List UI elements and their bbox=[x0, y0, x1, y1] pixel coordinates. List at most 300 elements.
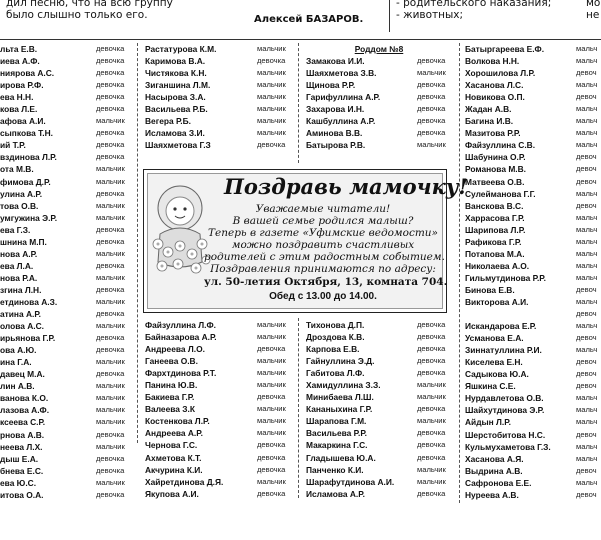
baby-gender: девочка bbox=[96, 453, 125, 463]
baby-gender: мальч bbox=[576, 140, 598, 150]
list-item bbox=[0, 356, 134, 368]
ad-line-3: Теперь в газете «Уфимские ведомости» bbox=[208, 227, 438, 239]
person-name: нова Р.А. bbox=[0, 272, 38, 283]
baby-gender: мальчик bbox=[417, 416, 446, 426]
baby-gender: мальчик bbox=[257, 380, 286, 390]
person-name: Шабунина О.Р. bbox=[465, 152, 526, 163]
list-item bbox=[465, 477, 601, 489]
baby-gender: девочка bbox=[96, 465, 125, 475]
ad-title: Поздравь мамочку! bbox=[224, 174, 468, 199]
list-item bbox=[465, 272, 601, 284]
person-name: ванова К.О. bbox=[0, 393, 49, 404]
list-item bbox=[306, 403, 452, 415]
list-item bbox=[0, 272, 134, 284]
person-name: Айдын Л.Р. bbox=[465, 417, 511, 428]
person-name: сыпкова Т.Н. bbox=[0, 128, 53, 139]
column-divider-2-top bbox=[298, 43, 299, 163]
baby-gender: мальчик bbox=[96, 200, 125, 210]
person-name: Кашбуллина А.Р. bbox=[306, 116, 376, 127]
baby-gender: мальчик bbox=[96, 296, 125, 306]
person-name: Васильева Р.Б. bbox=[145, 104, 208, 115]
person-name: Викторова А.И. bbox=[465, 296, 529, 307]
baby-gender: мальчик bbox=[257, 116, 286, 126]
baby-gender: девоч bbox=[576, 381, 597, 391]
baby-gender: мальч bbox=[576, 345, 598, 355]
baby-gender: девочка bbox=[96, 92, 125, 102]
list-item bbox=[306, 488, 452, 500]
ad-address: ул. 50-летия Октября, 13, комната 704. bbox=[204, 276, 448, 288]
list-item bbox=[465, 260, 601, 272]
person-name: Садыкова Ю.А. bbox=[465, 369, 529, 380]
list-item bbox=[0, 91, 134, 103]
list-item bbox=[465, 284, 601, 296]
list-item bbox=[306, 427, 452, 439]
baby-gender: девоч bbox=[576, 357, 597, 367]
baby-gender: мальч bbox=[576, 44, 598, 53]
person-name: Зиганшина Л.М. bbox=[145, 80, 211, 91]
baby-gender: мальчик bbox=[257, 80, 286, 90]
article-bullet-1: - родительского наказания; bbox=[396, 0, 552, 9]
list-item bbox=[0, 368, 134, 380]
person-name: Растатурова К.М. bbox=[145, 44, 217, 54]
baby-gender: мальчик bbox=[96, 164, 125, 174]
list-item bbox=[145, 331, 295, 343]
person-name: Бакиева Г.Р. bbox=[145, 392, 195, 403]
baby-gender: девоч bbox=[576, 176, 597, 186]
list-item bbox=[145, 427, 295, 439]
baby-gender: девочка bbox=[96, 140, 125, 150]
list-item bbox=[145, 67, 295, 79]
list-item bbox=[465, 320, 601, 332]
person-name: Карпова Е.В. bbox=[306, 344, 360, 355]
baby-gender: мальчик bbox=[96, 393, 125, 403]
person-name: Волкова Н.Н. bbox=[465, 56, 520, 67]
person-name: Замакова И.И. bbox=[306, 56, 365, 66]
baby-gender: девоч bbox=[576, 68, 597, 78]
list-item bbox=[0, 200, 134, 212]
person-name: иева А.Ф. bbox=[0, 56, 40, 67]
person-name: Кульмухаметова Г.З. bbox=[465, 441, 551, 452]
list-item bbox=[306, 355, 452, 367]
list-item bbox=[0, 465, 134, 477]
baby-gender: девоч bbox=[576, 92, 597, 102]
list-item bbox=[145, 319, 295, 331]
column-divider-2-bottom bbox=[298, 318, 299, 498]
person-name: ниярова А.С. bbox=[0, 68, 55, 79]
person-name: Сулейманова Г.Г. bbox=[465, 188, 536, 199]
ad-hours: Обед с 13.00 до 14.00. bbox=[269, 291, 377, 302]
person-name: Каримова В.А. bbox=[145, 56, 206, 67]
person-name: Якупова А.И. bbox=[145, 488, 199, 499]
baby-gender: мальчик bbox=[257, 368, 286, 378]
baby-gender: девоч bbox=[576, 489, 597, 499]
births-list-column-4 bbox=[465, 43, 601, 501]
list-item bbox=[465, 380, 601, 392]
person-name: нова А.Р. bbox=[0, 248, 38, 259]
baby-gender: девочка bbox=[417, 368, 446, 378]
list-item bbox=[306, 79, 452, 91]
person-name: ина Г.А. bbox=[0, 357, 32, 368]
person-name: Ганеева О.В. bbox=[145, 356, 198, 367]
baby-gender: мальчик bbox=[257, 476, 286, 486]
person-name: неева Л.Х. bbox=[0, 441, 43, 452]
person-name: Щинова Р.Р. bbox=[306, 80, 356, 91]
person-name: ова А.Ю. bbox=[0, 345, 37, 356]
list-item bbox=[465, 332, 601, 344]
list-item bbox=[145, 415, 295, 427]
baby-gender: девочка bbox=[96, 489, 125, 499]
baby-gender: девочка bbox=[417, 116, 446, 126]
section-rule bbox=[0, 39, 601, 40]
person-name: Аминова В.В. bbox=[306, 128, 363, 139]
article-bullet-2: - животных; bbox=[396, 9, 464, 21]
person-name: Андреева А.Р. bbox=[145, 428, 203, 439]
person-name: Валеева З.К bbox=[145, 404, 195, 415]
list-item bbox=[465, 103, 601, 115]
list-item bbox=[465, 139, 601, 151]
person-name: Акчурина К.И. bbox=[145, 464, 203, 475]
person-name: афова А.И. bbox=[0, 116, 46, 127]
baby-gender: мальчик bbox=[96, 357, 125, 367]
list-item bbox=[465, 368, 601, 380]
list-item bbox=[306, 319, 452, 331]
list-item bbox=[145, 391, 295, 403]
baby-gender: мальчик bbox=[257, 92, 286, 102]
baby-gender: девоч bbox=[576, 200, 597, 210]
baby-gender: девочка bbox=[96, 345, 125, 355]
person-name: давец М.А. bbox=[0, 369, 45, 380]
person-name: Мазитова Р.Р. bbox=[465, 128, 521, 139]
person-name: Файзуллина Л.Ф. bbox=[145, 320, 216, 330]
list-item bbox=[465, 176, 601, 188]
maternity-hospital-header: Роддом №8 bbox=[354, 44, 404, 54]
person-name: Гильмутдинова Р.Р. bbox=[465, 272, 546, 283]
births-list-column-1 bbox=[0, 43, 134, 501]
baby-gender: девочка bbox=[96, 104, 125, 114]
person-name: Кананыхина Г.Р. bbox=[306, 404, 373, 415]
list-item bbox=[465, 67, 601, 79]
list-item bbox=[465, 224, 601, 236]
baby-gender: мальчик bbox=[96, 381, 125, 391]
list-item bbox=[0, 139, 134, 151]
person-name: Хамидуллина З.З. bbox=[306, 380, 381, 391]
baby-gender: девочка bbox=[96, 56, 125, 66]
baby-gender: мальчик bbox=[96, 272, 125, 282]
list-item bbox=[306, 476, 452, 488]
baby-gender: девочка bbox=[417, 488, 446, 498]
baby-gender: мальчик bbox=[417, 140, 446, 150]
list-item bbox=[465, 296, 601, 308]
congratulations-ad bbox=[143, 169, 468, 313]
baby-gender: мальч bbox=[576, 104, 598, 114]
list-item bbox=[465, 236, 601, 248]
baby-gender: девочка bbox=[417, 104, 446, 114]
list-item bbox=[0, 429, 134, 441]
list-item bbox=[465, 404, 601, 416]
person-name: Костенкова Л.Р. bbox=[145, 416, 210, 427]
person-name: Матвеева О.В. bbox=[465, 176, 525, 187]
births-list-column-3-top bbox=[306, 43, 452, 151]
baby-gender: мальч bbox=[576, 116, 598, 126]
list-item bbox=[306, 331, 452, 343]
person-name: Чистякова К.Н. bbox=[145, 68, 207, 79]
list-item bbox=[0, 212, 134, 224]
list-item bbox=[0, 55, 134, 67]
person-name: ева Ю.С. bbox=[0, 477, 37, 488]
person-name: Новикова О.П. bbox=[465, 92, 525, 103]
baby-gender: девочка bbox=[96, 68, 125, 78]
list-item bbox=[0, 43, 134, 55]
baby-gender: мальчик bbox=[96, 248, 125, 258]
top-column-divider bbox=[389, 0, 390, 32]
baby-gender: девочка bbox=[257, 452, 286, 462]
person-name: ий Т.Р. bbox=[0, 140, 26, 151]
person-name: ирьянова Г.Р. bbox=[0, 333, 56, 344]
person-name: Хасанова А.Я. bbox=[465, 453, 524, 464]
person-name: Захарова И.Н. bbox=[306, 104, 365, 115]
list-item bbox=[465, 489, 601, 501]
list-item bbox=[0, 188, 134, 200]
baby-gender: мальчик bbox=[257, 44, 286, 53]
person-name: Файзуллина С.В. bbox=[465, 140, 536, 151]
list-item bbox=[465, 441, 601, 453]
births-list-column-2-top bbox=[145, 43, 295, 151]
list-item bbox=[145, 139, 295, 151]
person-name: умгужина Э.Р. bbox=[0, 212, 58, 223]
person-name: Андреева Л.О. bbox=[145, 344, 205, 355]
baby-gender: девочка bbox=[96, 188, 125, 198]
baby-gender: девочка bbox=[417, 344, 446, 354]
person-name: Шайхутдинова Э.Р. bbox=[465, 405, 545, 416]
baby-gender: мальчик bbox=[257, 356, 286, 366]
person-name: олова А.С. bbox=[0, 321, 45, 332]
person-name: бнева Е.С. bbox=[0, 465, 44, 476]
list-item bbox=[465, 55, 601, 67]
person-name: Васильева Р.Р. bbox=[306, 428, 367, 439]
person-name: Батыргареева Е.Ф. bbox=[465, 44, 545, 54]
ad-line-1: Уважаемые читатели! bbox=[255, 203, 391, 215]
baby-gender: мальчик bbox=[257, 416, 286, 426]
list-item bbox=[465, 465, 601, 477]
baby-gender: девоч bbox=[576, 284, 597, 294]
baby-gender: девоч bbox=[576, 333, 597, 343]
person-name: Гарифуллина А.Р. bbox=[306, 92, 381, 103]
person-name: вздинова Л.Р. bbox=[0, 152, 57, 163]
baby-gender: девочка bbox=[96, 152, 125, 162]
person-name: Киселева Е.Н. bbox=[465, 357, 523, 368]
person-name: ота М.В. bbox=[0, 164, 34, 175]
list-item bbox=[306, 439, 452, 451]
top-strip bbox=[0, 0, 601, 34]
list-item bbox=[145, 379, 295, 391]
baby-gender: мальч bbox=[576, 453, 598, 463]
baby-gender: девочка bbox=[96, 284, 125, 294]
list-item bbox=[0, 320, 134, 332]
person-name: Гладышева Ю.А. bbox=[306, 452, 376, 463]
baby-gender: мальчик bbox=[96, 116, 125, 126]
person-name: Тихонова Д.П. bbox=[306, 320, 365, 330]
person-name: Хайретдинова Д.Я. bbox=[145, 476, 224, 487]
person-name: Байназарова А.Р. bbox=[145, 332, 217, 343]
baby-gender: девочка bbox=[417, 356, 446, 366]
person-name: Шарипова Л.Р. bbox=[465, 224, 526, 235]
list-item bbox=[145, 43, 295, 55]
list-item bbox=[306, 464, 452, 476]
baby-gender: мальч bbox=[576, 272, 598, 282]
baby-gender: мальчик bbox=[96, 321, 125, 331]
person-name: ева Г.З. bbox=[0, 224, 31, 235]
person-name: атина А.Р. bbox=[0, 309, 41, 320]
list-item bbox=[0, 127, 134, 139]
list-item bbox=[306, 91, 452, 103]
ad-line-5: родителей с этим радостным событием. bbox=[204, 251, 445, 263]
baby-gender: девочка bbox=[257, 488, 286, 498]
list-item bbox=[465, 453, 601, 465]
baby-gender: девочка bbox=[257, 464, 286, 474]
baby-gender: мальчик bbox=[96, 441, 125, 451]
person-name: Вегера Р.Б. bbox=[145, 116, 191, 127]
list-item bbox=[145, 103, 295, 115]
list-item bbox=[0, 236, 134, 248]
person-name: Харрасова Г.Р. bbox=[465, 212, 525, 223]
baby-gender: мальч bbox=[576, 296, 598, 306]
baby-gender: девочка bbox=[417, 404, 446, 414]
list-item bbox=[0, 441, 134, 453]
person-name: Шаяхметова З.В. bbox=[306, 68, 377, 79]
baby-gender: мальч bbox=[576, 188, 598, 198]
baby-gender: мальч bbox=[576, 248, 598, 258]
baby-gender: девоч bbox=[576, 164, 597, 174]
baby-gender: мальчик bbox=[417, 476, 446, 486]
baby-gender: девоч bbox=[576, 465, 597, 475]
list-item bbox=[465, 200, 601, 212]
list-item bbox=[306, 127, 452, 139]
list-item bbox=[145, 439, 295, 451]
list-item bbox=[306, 367, 452, 379]
baby-gender: девочка bbox=[417, 332, 446, 342]
ad-line-4: можно поздравить счастливых bbox=[231, 239, 415, 251]
list-item bbox=[0, 489, 134, 501]
baby-gender: девоч bbox=[576, 309, 597, 319]
baby-gender: девочка bbox=[96, 80, 125, 90]
person-name: итова О.А. bbox=[0, 489, 44, 500]
list-item bbox=[0, 151, 134, 163]
person-name: Яшкина С.Е. bbox=[465, 381, 516, 392]
baby-gender: девочка bbox=[96, 429, 125, 439]
person-name: ирова Р.Ф. bbox=[0, 80, 44, 91]
person-name: улина А.Р. bbox=[0, 188, 43, 199]
person-name: Насырова З.А. bbox=[145, 92, 206, 103]
baby-gender: мальч bbox=[576, 417, 598, 427]
list-item bbox=[0, 477, 134, 489]
baby-illustration-icon bbox=[150, 182, 212, 282]
person-name: Жадан А.В. bbox=[465, 104, 512, 115]
person-name: Исламова А.Р. bbox=[306, 488, 365, 499]
ad-line-2: В вашей семье родился малыш? bbox=[232, 215, 414, 227]
person-name: ева Л.А. bbox=[0, 260, 34, 271]
person-name: Дроздова К.В. bbox=[306, 332, 365, 343]
baby-gender: девочка bbox=[417, 92, 446, 102]
list-item bbox=[145, 343, 295, 355]
list-item bbox=[145, 127, 295, 139]
baby-gender: девоч bbox=[576, 152, 597, 162]
list-item bbox=[465, 115, 601, 127]
person-name: Батырова Р.В. bbox=[306, 140, 366, 151]
list-item bbox=[465, 308, 601, 320]
baby-gender: мальч bbox=[576, 441, 598, 451]
baby-gender: девочка bbox=[417, 80, 446, 90]
list-item bbox=[0, 416, 134, 428]
baby-gender: девочка bbox=[257, 440, 286, 450]
list-item bbox=[0, 163, 134, 175]
list-item bbox=[0, 284, 134, 296]
person-name: Николаева А.О. bbox=[465, 260, 530, 271]
list-item bbox=[0, 115, 134, 127]
baby-gender: мальчик bbox=[96, 212, 125, 222]
person-name: Ванскова В.С. bbox=[465, 200, 524, 211]
list-item bbox=[145, 355, 295, 367]
list-item bbox=[0, 103, 134, 115]
person-name: Ахметова К.Т. bbox=[145, 452, 202, 463]
person-name: етдинова А.З. bbox=[0, 296, 58, 307]
list-item bbox=[465, 151, 601, 163]
person-name: шнина М.П. bbox=[0, 236, 47, 247]
list-item bbox=[0, 344, 134, 356]
list-item bbox=[306, 55, 452, 67]
list-item bbox=[306, 391, 452, 403]
article-edge-2: не bbox=[586, 9, 600, 21]
list-item bbox=[0, 67, 134, 79]
person-name: Шерстобитова Н.С. bbox=[465, 429, 546, 440]
article-text-line-2: было слышно только его. bbox=[6, 9, 148, 21]
list-item bbox=[306, 67, 452, 79]
person-name: Фархтдинова Р.Т. bbox=[145, 368, 217, 379]
list-item bbox=[306, 379, 452, 391]
list-item bbox=[0, 260, 134, 272]
list-item bbox=[465, 356, 601, 368]
baby-gender: девочка bbox=[417, 440, 446, 450]
baby-gender: девочка bbox=[96, 369, 125, 379]
list-item bbox=[145, 488, 295, 500]
person-name: Панченко К.И. bbox=[306, 464, 364, 475]
baby-gender: девочка bbox=[96, 44, 125, 53]
list-item bbox=[465, 392, 601, 404]
baby-gender: мальчик bbox=[417, 464, 446, 474]
baby-gender: мальчик bbox=[257, 68, 286, 78]
list-item bbox=[0, 79, 134, 91]
person-name: ксеева С.Р. bbox=[0, 417, 46, 428]
person-name: Шарапова Г.М. bbox=[306, 416, 367, 427]
list-item bbox=[145, 79, 295, 91]
ad-line-6: Поздравления принимаются по адресу: bbox=[210, 263, 436, 275]
baby-gender: девоч bbox=[576, 369, 597, 379]
list-item bbox=[145, 452, 295, 464]
person-name: Хасанова Л.С. bbox=[465, 80, 524, 91]
person-name: кова Л.Е. bbox=[0, 104, 38, 115]
baby-gender: девоч bbox=[576, 429, 597, 439]
person-name: Нуреева А.В. bbox=[465, 489, 519, 500]
list-item bbox=[145, 115, 295, 127]
person-name: Усманова Е.А. bbox=[465, 333, 524, 344]
person-name: Сафронова Е.Е. bbox=[465, 477, 532, 488]
baby-gender: девочка bbox=[417, 452, 446, 462]
baby-gender: мальчик bbox=[96, 405, 125, 415]
list-item bbox=[465, 429, 601, 441]
list-item bbox=[145, 464, 295, 476]
baby-gender: мальч bbox=[576, 56, 598, 66]
person-name: Шаяхметова Г.З bbox=[145, 140, 211, 151]
list-item bbox=[306, 139, 452, 151]
